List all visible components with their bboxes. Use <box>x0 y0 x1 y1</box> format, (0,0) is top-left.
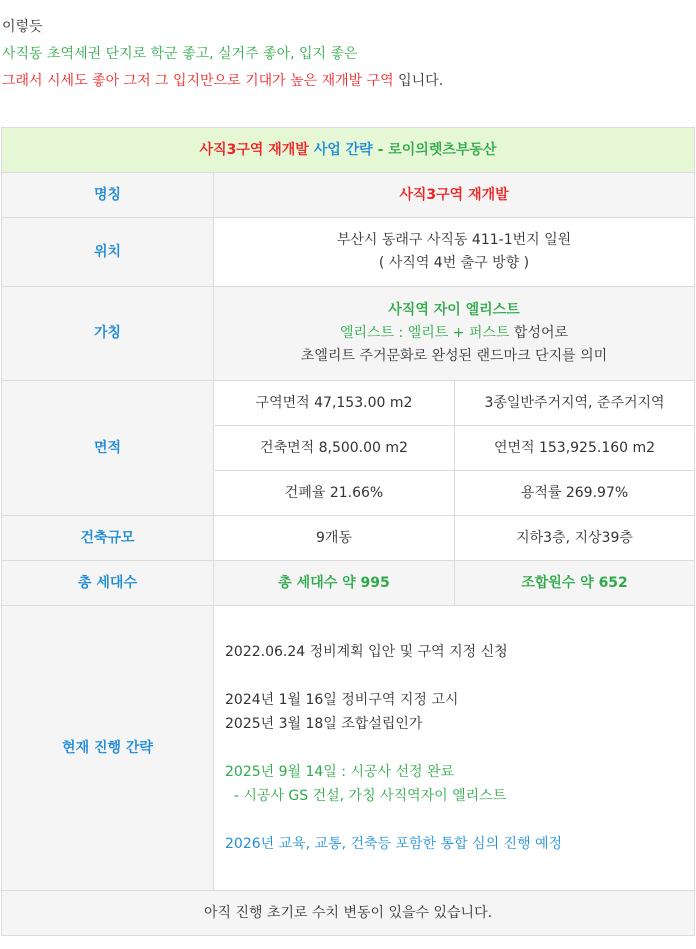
label-households: 총 세대수 <box>2 561 214 606</box>
row-scale <box>2 516 695 561</box>
project-summary-table <box>1 127 695 936</box>
label-alias: 가칭 <box>2 287 214 381</box>
progress-item: 2026년 교육, 교통, 건축등 포함한 통합 심의 진행 예정 <box>225 836 563 852</box>
progress-item: - 시공사 GS 건설, 가칭 사직역자이 엘리스트 <box>225 788 507 804</box>
value-name: 사직3구역 재개발 <box>214 173 695 218</box>
households-members: 조합원수 약 652 <box>455 561 695 606</box>
value-location <box>214 218 695 287</box>
area-cell: 구역면적 47,153.00 m2 <box>214 381 455 426</box>
households-total: 총 세대수 약 995 <box>214 561 455 606</box>
table-title-row <box>2 128 695 173</box>
row-name <box>2 173 695 218</box>
area-cell: 용적률 269.97% <box>455 471 695 516</box>
location-address: 부산시 동래구 사직동 411-1번지 일원 <box>336 232 572 248</box>
row-area-1 <box>2 381 695 426</box>
scale-floors: 지하3층, 지상39층 <box>455 516 695 561</box>
alias-formula-rest: 합성어로 <box>509 325 569 341</box>
progress-item: 2024년 1월 16일 정비구역 지정 고시 <box>225 692 459 708</box>
progress-item: 2025년 9월 14일 : 시공사 선정 완료 <box>225 764 455 780</box>
row-footer <box>2 891 695 936</box>
table-footer-note: 아직 진행 초기로 수치 변동이 있을수 있습니다. <box>2 891 695 936</box>
alias-name: 사직역 자이 엘리스트 <box>388 302 520 318</box>
row-households <box>2 561 695 606</box>
progress-item: 2025년 3월 18일 조합설립인가 <box>225 716 423 732</box>
area-cell: 건축면적 8,500.00 m2 <box>214 426 455 471</box>
table-title-source: - 로이의렛츠부동산 <box>377 141 497 158</box>
progress-list <box>214 606 695 891</box>
label-name: 명칭 <box>2 173 214 218</box>
scale-buildings: 9개동 <box>214 516 455 561</box>
intro-line-3-highlight: 그래서 시세도 좋아 그저 그 입지만으로 기대가 높은 재개발 구역 <box>2 73 394 89</box>
row-location <box>2 218 695 287</box>
table-title-summary: 사업 간략 <box>308 141 378 158</box>
label-location: 위치 <box>2 218 214 287</box>
label-progress: 현재 진행 간략 <box>2 606 214 891</box>
label-scale: 건축규모 <box>2 516 214 561</box>
alias-formula: 엘리스트 : 엘리트 + 퍼스트 <box>339 325 510 341</box>
alias-description: 초엘리트 주거문화로 완성된 랜드마크 단지를 의미 <box>300 348 608 364</box>
intro-line-2: 사직동 초역세권 단지로 학군 좋고, 실거주 좋아, 입지 좋은 <box>2 46 358 62</box>
area-cell: 건폐율 21.66% <box>214 471 455 516</box>
value-alias <box>214 287 695 381</box>
table-title-project: 사직3구역 재개발 <box>199 141 309 158</box>
row-progress <box>2 606 695 891</box>
label-area: 면적 <box>2 381 214 516</box>
row-alias <box>2 287 695 381</box>
progress-item: 2022.06.24 정비계획 입안 및 구역 지정 신청 <box>225 644 508 660</box>
table-title <box>2 128 695 173</box>
intro-text <box>0 14 696 95</box>
area-cell: 연면적 153,925.160 m2 <box>455 426 695 471</box>
intro-line-3-rest: 입니다. <box>393 73 444 89</box>
intro-line-1: 이렇듯 <box>2 19 43 35</box>
alias-meaning <box>220 322 688 345</box>
location-exit: ( 사직역 4번 출구 방향 ) <box>378 255 530 271</box>
area-cell: 3종일반주거지역, 준주거지역 <box>455 381 695 426</box>
intro-line-3 <box>0 68 696 95</box>
